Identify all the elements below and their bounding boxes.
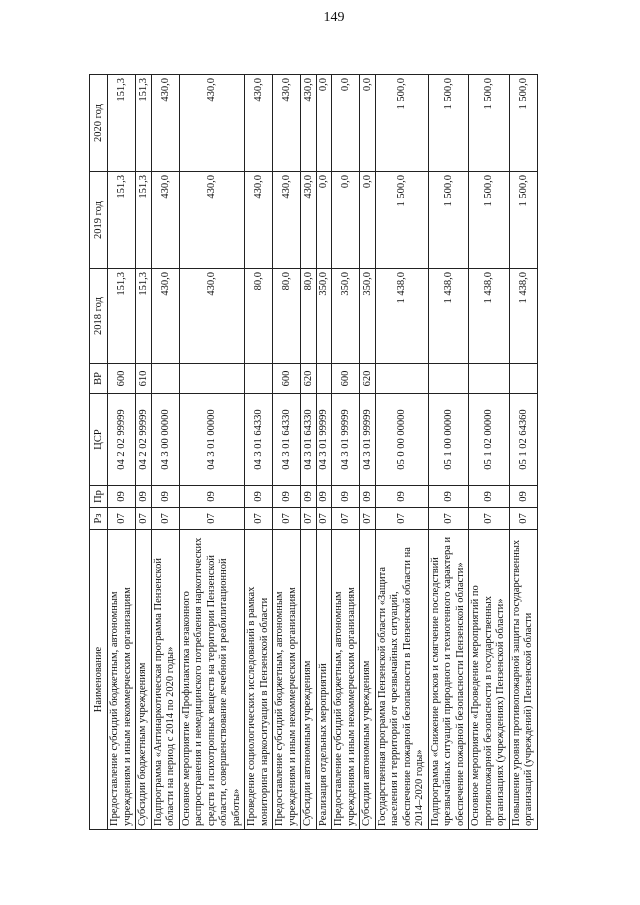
header-rz: Рз bbox=[90, 508, 108, 530]
header-pr: Пр bbox=[90, 486, 108, 508]
cell-2018: 151,3 bbox=[108, 269, 136, 364]
table-row bbox=[332, 75, 360, 830]
cell-name: Основное мероприятие «Профилактика незаконного распространения и немедицинского потребления наркотических средств и психотропных веществ на территории Пензенской области, совершенствование лечебной и реабилитационной работы» bbox=[179, 530, 245, 830]
cell-vr: 610 bbox=[136, 364, 152, 394]
cell-pr: 09 bbox=[509, 486, 537, 508]
cell-vr bbox=[245, 364, 273, 394]
cell-csr: 04 3 00 00000 bbox=[151, 394, 179, 486]
table-row bbox=[428, 75, 469, 830]
cell-2019: 1 500,0 bbox=[469, 172, 510, 269]
table-row bbox=[151, 75, 179, 830]
header-2019: 2019 год bbox=[90, 172, 108, 269]
cell-2018: 80,0 bbox=[245, 269, 273, 364]
cell-csr: 04 3 01 64330 bbox=[301, 394, 317, 486]
cell-pr: 09 bbox=[273, 486, 301, 508]
table-row bbox=[375, 75, 428, 830]
cell-vr bbox=[469, 364, 510, 394]
cell-csr: 04 3 01 99999 bbox=[316, 394, 332, 486]
cell-2019: 151,3 bbox=[136, 172, 152, 269]
cell-csr: 05 1 00 00000 bbox=[428, 394, 469, 486]
cell-csr: 04 2 02 99999 bbox=[108, 394, 136, 486]
cell-csr: 05 0 00 00000 bbox=[375, 394, 428, 486]
cell-name: Субсидии бюджетным учреждениям bbox=[136, 530, 152, 830]
cell-2020: 0,0 bbox=[316, 75, 332, 172]
cell-rz: 07 bbox=[108, 508, 136, 530]
cell-rz: 07 bbox=[509, 508, 537, 530]
cell-pr: 09 bbox=[360, 486, 376, 508]
cell-name: Подпрограмма «Снижение рисков и смягчение последствий чрезвычайных ситуаций природного и техногенного характера и обеспечение пожарной безопасности Пензенской области» bbox=[428, 530, 469, 830]
header-2018: 2018 год bbox=[90, 269, 108, 364]
cell-vr: 600 bbox=[332, 364, 360, 394]
cell-2020: 430,0 bbox=[273, 75, 301, 172]
cell-2018: 430,0 bbox=[151, 269, 179, 364]
cell-csr: 04 3 01 99999 bbox=[332, 394, 360, 486]
cell-name: Повышение уровня противопожарной защиты государственных организаций (учреждений) Пензенской области bbox=[509, 530, 537, 830]
cell-2020: 430,0 bbox=[179, 75, 245, 172]
header-2020: 2020 год bbox=[90, 75, 108, 172]
cell-2018: 350,0 bbox=[360, 269, 376, 364]
cell-vr: 600 bbox=[273, 364, 301, 394]
cell-vr: 600 bbox=[108, 364, 136, 394]
cell-vr: 620 bbox=[360, 364, 376, 394]
table-row bbox=[509, 75, 537, 830]
cell-rz: 07 bbox=[332, 508, 360, 530]
cell-pr: 09 bbox=[301, 486, 317, 508]
cell-csr: 05 1 02 00000 bbox=[469, 394, 510, 486]
cell-name: Субсидии автономным учреждениям bbox=[360, 530, 376, 830]
cell-2018: 350,0 bbox=[332, 269, 360, 364]
cell-name: Проведение социологических исследований в рамках мониторинга наркоситуации в Пензенской области bbox=[245, 530, 273, 830]
cell-name: Предоставление субсидий бюджетным, автономным учреждениям и иным некоммерческим организациям bbox=[273, 530, 301, 830]
cell-vr bbox=[428, 364, 469, 394]
header-csr: ЦСР bbox=[90, 394, 108, 486]
cell-rz: 07 bbox=[428, 508, 469, 530]
cell-2018: 151,3 bbox=[136, 269, 152, 364]
cell-2018: 1 438,0 bbox=[509, 269, 537, 364]
cell-csr: 04 3 01 64330 bbox=[273, 394, 301, 486]
cell-pr: 09 bbox=[428, 486, 469, 508]
cell-2019: 1 500,0 bbox=[509, 172, 537, 269]
cell-rz: 07 bbox=[360, 508, 376, 530]
cell-name: Реализация отдельных мероприятий bbox=[316, 530, 332, 830]
cell-csr: 04 3 01 00000 bbox=[179, 394, 245, 486]
cell-2018: 1 438,0 bbox=[469, 269, 510, 364]
cell-csr: 04 2 02 99999 bbox=[136, 394, 152, 486]
cell-2020: 1 500,0 bbox=[469, 75, 510, 172]
cell-2019: 0,0 bbox=[360, 172, 376, 269]
cell-pr: 09 bbox=[375, 486, 428, 508]
cell-name: Государственная программа Пензенской области «Защита населения и территорий от чрезвычайных ситуаций, обеспечение пожарной безопасности в Пензенской области на 2014–2020 годы» bbox=[375, 530, 428, 830]
cell-2020: 1 500,0 bbox=[509, 75, 537, 172]
cell-pr: 09 bbox=[136, 486, 152, 508]
table-row bbox=[273, 75, 301, 830]
cell-2019: 1 500,0 bbox=[428, 172, 469, 269]
cell-2019: 430,0 bbox=[273, 172, 301, 269]
cell-vr bbox=[179, 364, 245, 394]
cell-rz: 07 bbox=[316, 508, 332, 530]
cell-name: Субсидии автономным учреждениям bbox=[301, 530, 317, 830]
cell-2019: 0,0 bbox=[332, 172, 360, 269]
cell-rz: 07 bbox=[375, 508, 428, 530]
cell-2020: 151,3 bbox=[136, 75, 152, 172]
cell-2019: 1 500,0 bbox=[375, 172, 428, 269]
cell-2019: 151,3 bbox=[108, 172, 136, 269]
cell-pr: 09 bbox=[316, 486, 332, 508]
cell-rz: 07 bbox=[179, 508, 245, 530]
table-row bbox=[245, 75, 273, 830]
header-vr: ВР bbox=[90, 364, 108, 394]
cell-csr: 05 1 02 64360 bbox=[509, 394, 537, 486]
cell-2018: 430,0 bbox=[179, 269, 245, 364]
table-row bbox=[301, 75, 317, 830]
page-number: 149 bbox=[323, 10, 345, 25]
cell-2020: 430,0 bbox=[151, 75, 179, 172]
header-name: Наименование bbox=[90, 530, 108, 830]
table-row bbox=[316, 75, 332, 830]
cell-2018: 80,0 bbox=[273, 269, 301, 364]
cell-pr: 09 bbox=[179, 486, 245, 508]
cell-vr bbox=[316, 364, 332, 394]
cell-2020: 430,0 bbox=[301, 75, 317, 172]
cell-rz: 07 bbox=[136, 508, 152, 530]
cell-2018: 1 438,0 bbox=[375, 269, 428, 364]
cell-name: Предоставление субсидий бюджетным, автономным учреждениям и иным некоммерческим организациям bbox=[332, 530, 360, 830]
cell-2020: 1 500,0 bbox=[375, 75, 428, 172]
cell-rz: 07 bbox=[273, 508, 301, 530]
table-header-row bbox=[90, 75, 108, 830]
table-row bbox=[360, 75, 376, 830]
cell-pr: 09 bbox=[332, 486, 360, 508]
cell-2019: 0,0 bbox=[316, 172, 332, 269]
cell-pr: 09 bbox=[108, 486, 136, 508]
cell-rz: 07 bbox=[301, 508, 317, 530]
cell-2019: 430,0 bbox=[301, 172, 317, 269]
cell-2018: 1 438,0 bbox=[428, 269, 469, 364]
cell-name: Основное мероприятие «Проведение мероприятий по противопожарной безопасности в государственных организациях (учреждениях) Пензенской области» bbox=[469, 530, 510, 830]
cell-2020: 0,0 bbox=[332, 75, 360, 172]
cell-2020: 1 500,0 bbox=[428, 75, 469, 172]
cell-name: Предоставление субсидий бюджетным, автономным учреждениям и иным некоммерческим организациям bbox=[108, 530, 136, 830]
cell-2018: 350,0 bbox=[316, 269, 332, 364]
cell-name: Подпрограмма «Антинаркотическая программа Пензенской области на период с 2014 по 2020 годы» bbox=[151, 530, 179, 830]
cell-vr: 620 bbox=[301, 364, 317, 394]
cell-2020: 151,3 bbox=[108, 75, 136, 172]
cell-pr: 09 bbox=[245, 486, 273, 508]
budget-table bbox=[89, 74, 538, 830]
cell-2019: 430,0 bbox=[245, 172, 273, 269]
cell-rz: 07 bbox=[151, 508, 179, 530]
cell-vr bbox=[509, 364, 537, 394]
cell-rz: 07 bbox=[245, 508, 273, 530]
cell-2020: 0,0 bbox=[360, 75, 376, 172]
table-row bbox=[469, 75, 510, 830]
cell-vr bbox=[375, 364, 428, 394]
budget-table-rotated bbox=[89, 75, 559, 830]
table-row bbox=[108, 75, 136, 830]
cell-2018: 80,0 bbox=[301, 269, 317, 364]
cell-rz: 07 bbox=[469, 508, 510, 530]
cell-pr: 09 bbox=[151, 486, 179, 508]
cell-csr: 04 3 01 99999 bbox=[360, 394, 376, 486]
table-row bbox=[136, 75, 152, 830]
cell-vr bbox=[151, 364, 179, 394]
cell-2019: 430,0 bbox=[179, 172, 245, 269]
cell-csr: 04 3 01 64330 bbox=[245, 394, 273, 486]
cell-pr: 09 bbox=[469, 486, 510, 508]
cell-2019: 430,0 bbox=[151, 172, 179, 269]
cell-2020: 430,0 bbox=[245, 75, 273, 172]
table-row bbox=[179, 75, 245, 830]
